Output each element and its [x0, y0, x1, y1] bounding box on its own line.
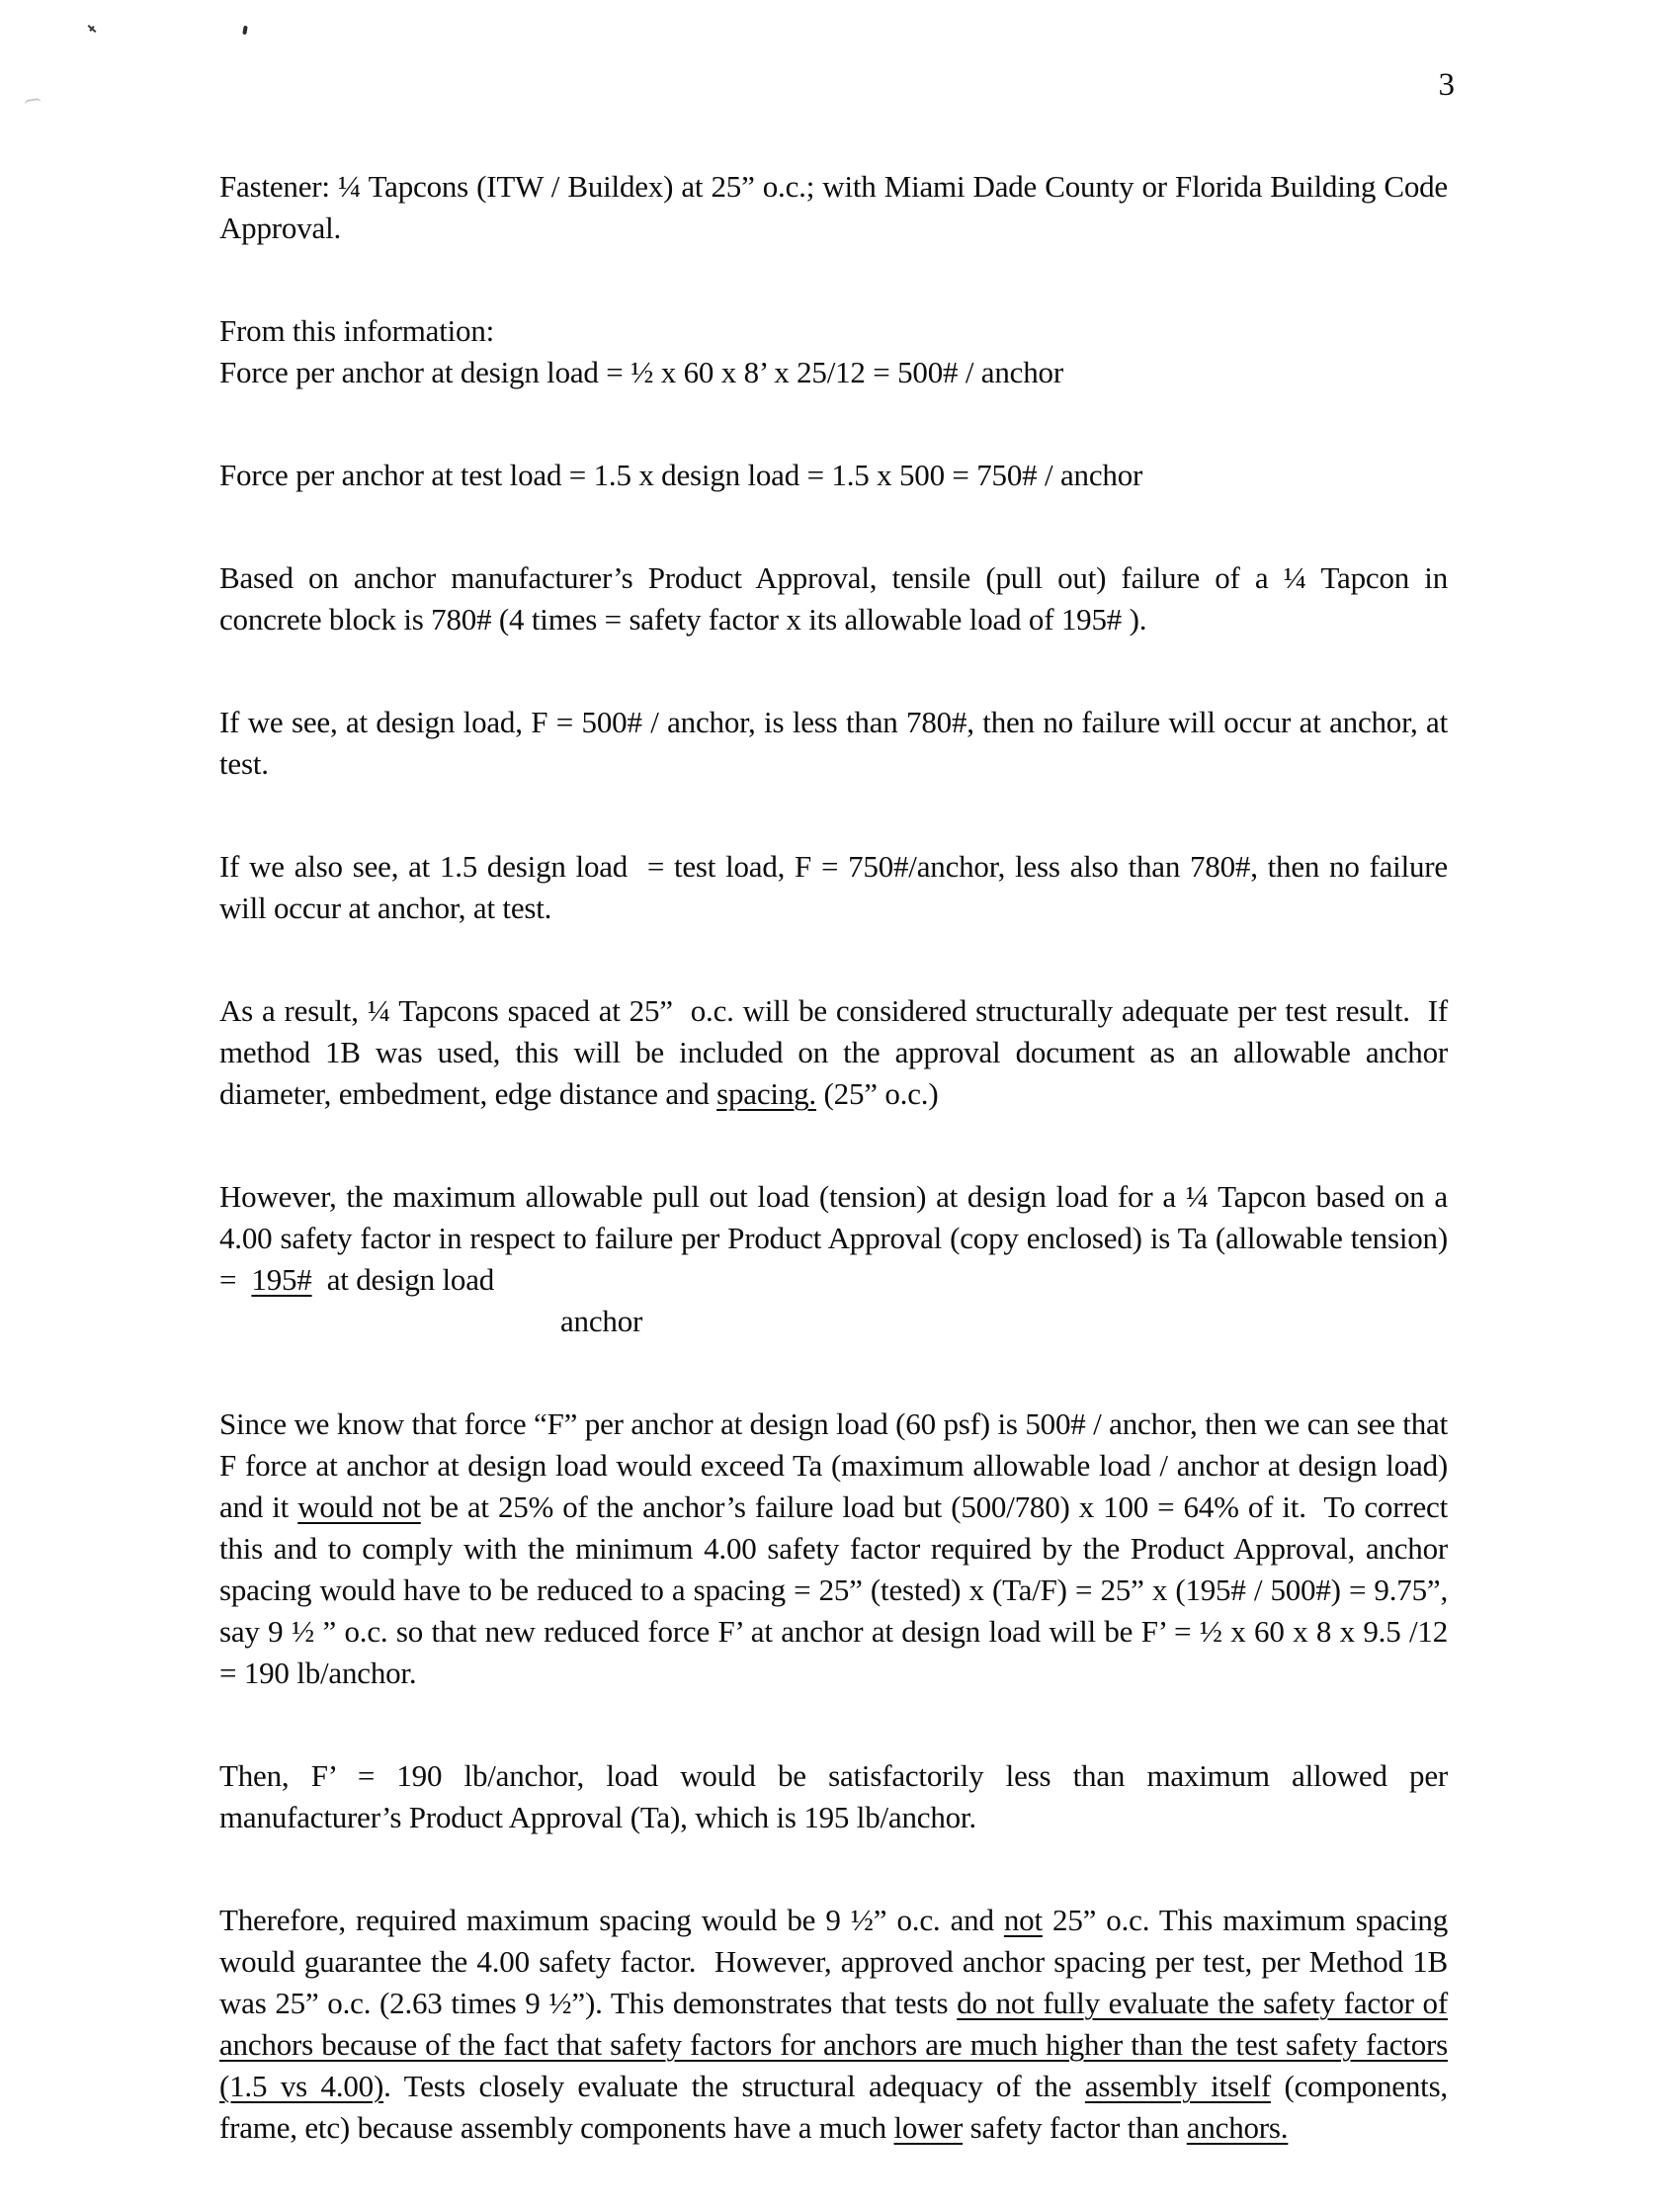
text-run: Since we know that force “F” per anchor at design load (60 psf) is 500# / anchor, then we can see that F force at anchor at design load would exceed Ta (maximum allowable load / anchor at design load) and it	[219, 1406, 1448, 1524]
page-number: 3	[1438, 67, 1455, 103]
text-run: If we also see, at 1.5 design load = test load, F = 750#/anchor, less also than 780#, then no failure will occur at anchor, at test.	[219, 849, 1448, 925]
paragraph-if-we-also-see	[219, 846, 1448, 929]
paragraph-therefore-spacing	[219, 1900, 1448, 2149]
paragraph-from-this-information	[219, 310, 1448, 393]
paragraph-force-test-load	[219, 455, 1448, 496]
text-run: . Tests closely evaluate the structural adequacy of the	[383, 2069, 1085, 2103]
underlined-text: lower	[893, 2110, 964, 2145]
paragraph-based-on-product-approval	[219, 557, 1448, 640]
text-run: However, the maximum allowable pull out load (tension) at design load for a ¼ Tapcon based on a 4.00 safety factor in respect to failure per Product Approval (copy enclosed) is Ta (allowable tension) =	[219, 1179, 1448, 1297]
paragraph-however-max-pullout	[219, 1176, 1448, 1342]
text-run: (components, frame, etc) because assembly components have a much	[219, 2069, 1448, 2145]
paragraph-as-a-result	[219, 990, 1448, 1115]
text-run: From this information:	[219, 313, 495, 348]
text-run: Then, F’ = 190 lb/anchor, load would be satisfactorily less than maximum allowed per manufacturer’s Product Approval (Ta), which is 195 lb/anchor.	[219, 1758, 1448, 1834]
scan-speck-icon	[242, 26, 248, 36]
text-run: be at 25% of the anchor’s failure load but (500/780) x 100 = 64% of it. To correct this and to comply with the minimum 4.00 safety factor required by the Product Approval, anchor spacing would have to be reduced to a spacing = 25” (tested) x (Ta/F) = 25” x (195# / 500#) = 9.75”, say 9 ½ ” o.c. so that new reduced force F’ at anchor at design load will be F’ = ½ x 60 x 8 x 9.5 /12 = 190 lb/anchor.	[219, 1489, 1448, 1690]
underlined-text: spacing.	[716, 1076, 816, 1111]
underlined-text: would not	[297, 1489, 421, 1524]
underlined-text: not	[1003, 1903, 1043, 1937]
underlined-text: do not fully evaluate the safety factor of anchors because of the fact that safety factors for anchors are much higher than the test safety factors (1.5 vs 4.00)	[219, 1986, 1448, 2103]
text-run: If we see, at design load, F = 500# / anchor, is less than 780#, then no failure will occur at anchor, at test.	[219, 705, 1448, 781]
text-run: Force per anchor at test load = 1.5 x design load = 1.5 x 500 = 750# / anchor	[219, 458, 1143, 492]
text-run: As a result, ¼ Tapcons spaced at 25” o.c. will be considered structurally adequate per test result. If method 1B was used, this will be included on the approval document as an allowable anchor diameter, embedment, edge distance and	[219, 993, 1448, 1111]
paragraph-if-we-see	[219, 702, 1448, 785]
document-body	[219, 166, 1448, 2210]
underlined-text fraction-numerator: 195#	[251, 1262, 312, 1297]
text-run: (25” o.c.)	[815, 1076, 939, 1111]
text-run: Therefore, required maximum spacing would be 9 ½” o.c. and	[219, 1903, 1004, 1937]
paragraph-since-we-know	[219, 1403, 1448, 1694]
text-run: Fastener: ¼ Tapcons (ITW / Buildex) at 25” o.c.; with Miami Dade County or Florida Building Code Approval.	[219, 169, 1448, 245]
paragraph-text	[219, 1176, 1448, 1301]
underlined-text: assembly itself	[1084, 2069, 1271, 2103]
paragraph-fastener-spec	[219, 166, 1448, 249]
scan-speck-icon	[87, 24, 97, 34]
underlined-text: anchors.	[1186, 2110, 1289, 2145]
fraction-denominator: anchor	[560, 1304, 643, 1338]
paragraph-then-f-prime	[219, 1755, 1448, 1838]
text-run: 25” o.c. This maximum spacing would guarantee the 4.00 safety factor. However, approved anchor spacing per test, per Method 1B was 25” o.c. (2.63 times 9 ½”). This demonstrates that tests	[219, 1903, 1448, 2020]
text-run: safety factor than	[963, 2110, 1187, 2145]
scan-smudge-icon	[24, 98, 42, 110]
text-run: Force per anchor at design load = ½ x 60 x 8’ x 25/12 = 500# / anchor	[219, 355, 1063, 389]
text-run: at design load	[311, 1262, 495, 1297]
text-run: Based on anchor manufacturer’s Product Approval, tensile (pull out) failure of a ¼ Tapcon in concrete block is 780# (4 times = safety factor x its allowable load of 195# ).	[219, 560, 1448, 637]
